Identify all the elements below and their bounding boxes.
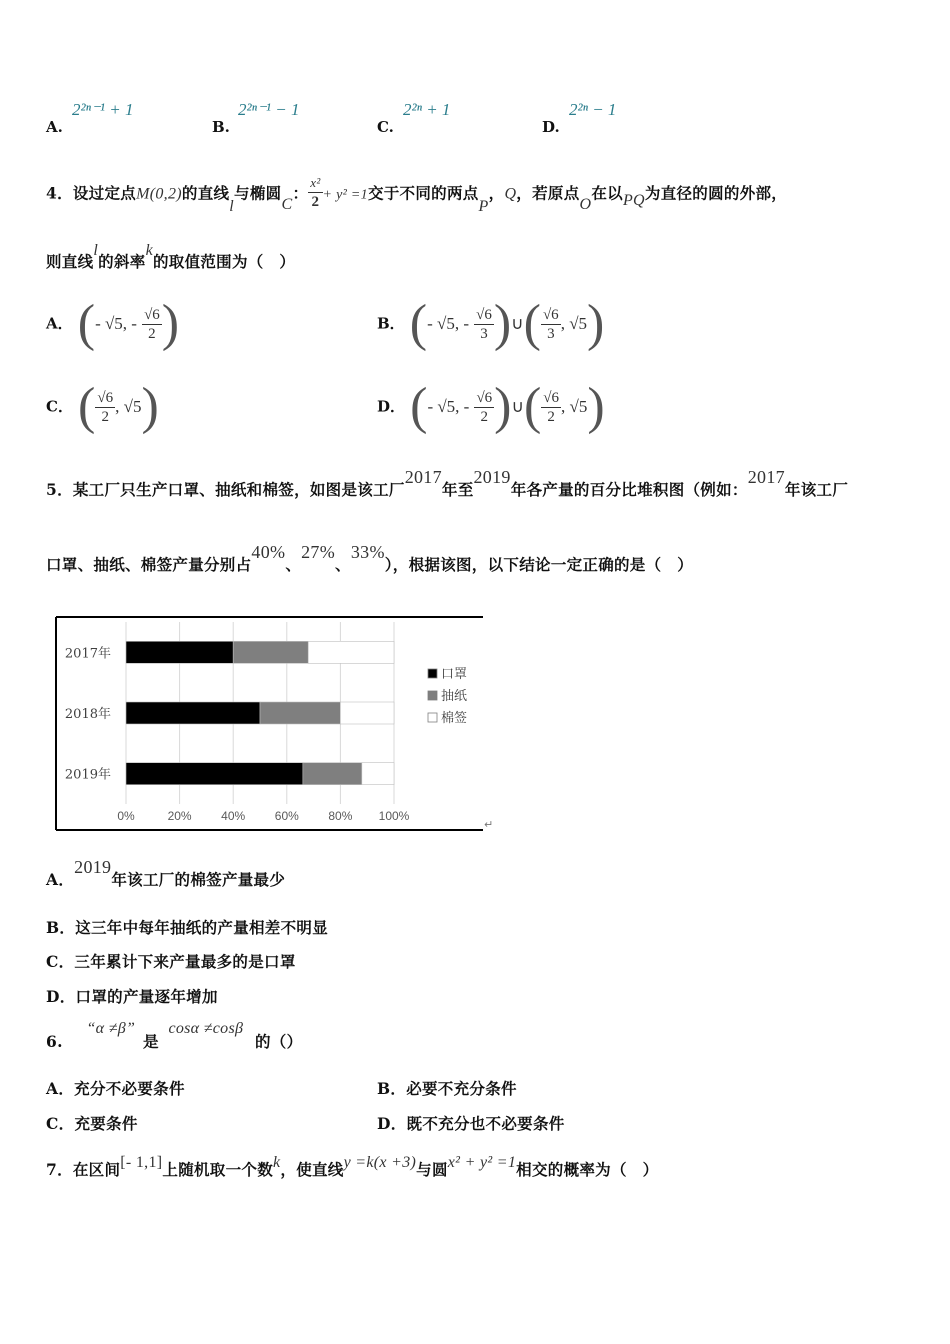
q4-text-i: 的斜率 xyxy=(98,252,146,271)
bar-segment-抽纸 xyxy=(303,763,362,785)
q6-option-c-label: C． xyxy=(46,1114,75,1133)
q5-stem-line1 xyxy=(46,467,849,500)
q4-text-c: 与椭圆 xyxy=(234,183,282,203)
legend-label: 抽纸 xyxy=(441,689,468,704)
q4-ellipse-frac xyxy=(308,174,322,211)
q4-slope-k: k xyxy=(145,242,153,259)
q3-option-b-expr: 2²ⁿ⁻¹ − 1 xyxy=(238,100,300,119)
x-tick-label: 80% xyxy=(328,809,353,823)
q4-point-q: Q xyxy=(504,185,517,203)
union-symbol: ∪ xyxy=(511,397,524,416)
q6-option-c xyxy=(46,1112,138,1134)
q7-text-d: 与圆 xyxy=(416,1160,448,1179)
bar-segment-抽纸 xyxy=(260,702,340,724)
q4-line-l: l xyxy=(229,197,235,215)
q4-text-b: 的直线 xyxy=(181,183,230,203)
q4-ellipse-rest: + y² =1 xyxy=(322,187,368,203)
legend-label: 口罩 xyxy=(441,667,468,682)
q4-line-l-2: l xyxy=(93,242,99,259)
bar-segment-棉签 xyxy=(362,763,394,785)
q6-condition-b: cosα ≠cosβ xyxy=(168,1020,244,1037)
q4-option-b xyxy=(377,295,605,352)
x-tick-label: 40% xyxy=(221,809,246,823)
q4-option-d xyxy=(377,378,605,435)
q4-text-d: 交于不同的两点 xyxy=(367,183,479,203)
q5-year-2019: 2019 xyxy=(473,467,511,487)
q4-option-b-label: B． xyxy=(377,314,405,333)
q6-option-b-text: 必要不充分条件 xyxy=(406,1079,517,1098)
q4-option-d-frac2 xyxy=(541,389,561,426)
y-category-label: 2017年 xyxy=(64,646,111,662)
bar-segment-口罩 xyxy=(126,641,233,663)
right-paren: ) xyxy=(587,295,605,352)
q4-origin-o: O xyxy=(579,195,592,213)
frac-den: 3 xyxy=(547,325,555,342)
q5-text-b: 年至 xyxy=(441,480,474,499)
q4-point-p: P xyxy=(478,197,489,215)
q3-option-b-label: B. xyxy=(212,118,230,136)
union-symbol: ∪ xyxy=(511,314,524,333)
q6-stem xyxy=(46,1020,303,1052)
y-category-label: 2018年 xyxy=(64,707,111,722)
stacked-bar-chart xyxy=(55,616,485,832)
q4-option-d-left: - √5, - xyxy=(427,397,470,416)
q3-option-a-label: A. xyxy=(46,118,63,136)
legend-swatch xyxy=(428,691,437,700)
q5-option-a-text: 年该工厂的棉签产量最少 xyxy=(111,870,286,889)
q6-option-a-text: 充分不必要条件 xyxy=(74,1079,185,1098)
q3-option-d-label: D. xyxy=(542,118,560,136)
q4-text-j: 的取值范围为（ ） xyxy=(152,252,296,271)
q4-segment-pq: PQ xyxy=(622,191,645,209)
q4-stem-line1 xyxy=(46,176,787,213)
q4-colon: ： xyxy=(292,183,309,203)
q4-option-c-frac xyxy=(95,389,115,426)
q7-text-b: 上随机取一个数 xyxy=(162,1160,273,1179)
q4-option-c-right: , √5 xyxy=(115,397,142,416)
q3-option-c-label: C. xyxy=(377,118,394,136)
q5-text-f: ），根据该图，以下结论一定正确的是（ ） xyxy=(384,555,694,574)
x-tick-label: 0% xyxy=(117,809,135,823)
frac-den: 2 xyxy=(480,408,489,425)
left-paren: ( xyxy=(78,378,96,435)
q6-option-b xyxy=(377,1077,517,1099)
right-paren: ) xyxy=(141,378,159,435)
bar-segment-口罩 xyxy=(126,763,303,785)
q5-sep-1: 、 xyxy=(285,555,302,574)
q4-option-a-frac xyxy=(142,306,162,343)
legend-label: 棉签 xyxy=(441,711,468,726)
q4-point-m: M(0,2) xyxy=(136,185,182,203)
q5-option-a-label: A． xyxy=(46,870,75,889)
q4-option-b-left: - √5, - xyxy=(427,314,470,333)
q7-stem xyxy=(46,1154,659,1180)
q5-pct-2: 27% xyxy=(301,542,336,562)
q4-ellipse-num: x² xyxy=(308,174,322,193)
q7-k: k xyxy=(273,1154,281,1171)
q6-is: 是 xyxy=(142,1032,159,1051)
left-paren: ( xyxy=(77,295,96,352)
q5-year-2017: 2017 xyxy=(404,467,442,487)
frac-num: √6 xyxy=(97,389,114,406)
q7-text-c: ，使直线 xyxy=(280,1160,344,1179)
q4-stem-line2 xyxy=(46,242,296,272)
q3-option-a-expr: 2²ⁿ⁻¹ + 1 xyxy=(72,100,134,119)
q4-ellipse-den: 2 xyxy=(311,194,320,210)
q4-option-c xyxy=(46,378,159,435)
q5-option-c: C．三年累计下来产量最多的是口罩 xyxy=(46,952,296,971)
q5-option-a-year: 2019 xyxy=(74,857,112,877)
q4-ellipse-c: C xyxy=(281,195,293,213)
right-paren: ) xyxy=(161,295,180,352)
q5-text-c: 年各产量的百分比堆积图（例如： xyxy=(510,480,748,499)
q5-pct-1: 40% xyxy=(251,542,286,562)
right-paren: ) xyxy=(494,378,512,435)
q3-option-c-expr: 2²ⁿ + 1 xyxy=(403,100,451,119)
right-paren: ) xyxy=(493,295,512,352)
q5-option-a xyxy=(46,857,286,890)
legend-swatch xyxy=(428,713,437,722)
q6-option-d xyxy=(377,1112,565,1134)
q7-interval: [- 1,1] xyxy=(120,1154,163,1171)
q4-option-c-label: C． xyxy=(46,397,73,416)
left-paren: ( xyxy=(409,295,428,352)
frac-den: 2 xyxy=(101,408,109,425)
frac-num: √6 xyxy=(476,389,493,406)
left-paren: ( xyxy=(523,295,541,352)
left-paren: ( xyxy=(523,378,542,435)
q6-option-a xyxy=(46,1077,185,1099)
q5-year-2017b: 2017 xyxy=(747,467,785,487)
frac-den: 3 xyxy=(480,325,488,342)
q5-text-e: 口罩、抽纸、棉签产量分别占 xyxy=(46,555,252,574)
q5-option-b: B．这三年中每年抽纸的产量相差不明显 xyxy=(46,918,329,937)
x-tick-label: 20% xyxy=(167,809,192,823)
q6-option-d-text: 既不充分也不必要条件 xyxy=(406,1114,565,1133)
bar-segment-棉签 xyxy=(340,702,394,724)
q4-option-a xyxy=(46,295,180,352)
q4-option-d-frac xyxy=(474,389,494,426)
q5-stem-line2 xyxy=(46,542,694,575)
q5-option-d: D．口罩的产量逐年增加 xyxy=(46,987,218,1006)
frac-num: √6 xyxy=(144,306,160,323)
q5-text-d: 年该工厂 xyxy=(784,480,849,499)
q4-option-a-left: - √5, - xyxy=(95,314,137,333)
frac-den: 2 xyxy=(547,408,555,425)
q4-text-a: 4．设过定点 xyxy=(46,183,137,203)
x-tick-label: 100% xyxy=(378,809,410,823)
q6-option-d-label: D． xyxy=(377,1114,407,1133)
q6-condition-a: “α ≠β” xyxy=(86,1020,136,1037)
q3-option-d-expr: 2²ⁿ − 1 xyxy=(569,100,617,119)
q4-option-b-right: , √5 xyxy=(560,314,588,333)
frac-num: √6 xyxy=(476,306,492,323)
frac-num: √6 xyxy=(543,389,560,406)
q4-text-f: 在以 xyxy=(591,183,623,203)
left-paren: ( xyxy=(410,378,428,435)
q4-text-e: ，若原点 xyxy=(516,183,580,203)
q5-pct-3: 33% xyxy=(350,542,385,562)
bar-segment-棉签 xyxy=(308,641,394,663)
legend-swatch xyxy=(428,669,437,678)
q7-text-a: 7．在区间 xyxy=(46,1160,121,1179)
bar-segment-抽纸 xyxy=(233,641,308,663)
q7-line-eq: y =k(x +3) xyxy=(343,1154,417,1171)
right-paren: ) xyxy=(587,378,605,435)
x-tick-label: 60% xyxy=(274,809,299,823)
q6-option-b-label: B． xyxy=(377,1079,407,1098)
q4-comma: ， xyxy=(488,183,505,203)
q6-label: 6. xyxy=(46,1032,63,1051)
q4-option-d-label: D． xyxy=(377,397,406,416)
q4-option-b-frac2 xyxy=(541,306,561,343)
paragraph-return-mark: ↵ xyxy=(484,818,494,831)
q6-option-a-label: A． xyxy=(46,1079,75,1098)
q6-end: 的（） xyxy=(254,1032,303,1051)
q4-option-a-label: A． xyxy=(46,314,73,333)
frac-den: 2 xyxy=(148,325,156,342)
q6-option-c-text: 充要条件 xyxy=(74,1114,138,1133)
q4-text-g: 为直径的圆的外部， xyxy=(644,183,788,203)
q4-option-d-right: , √5 xyxy=(561,397,588,416)
q5-text-a: 5．某工厂只生产口罩、抽纸和棉签，如图是该工厂 xyxy=(46,480,405,499)
frac-num: √6 xyxy=(542,306,559,323)
bar-segment-口罩 xyxy=(126,702,260,724)
y-category-label: 2019年 xyxy=(64,767,111,783)
q4-text-h: 则直线 xyxy=(46,252,94,271)
q7-circle-eq: x² + y² =1 xyxy=(447,1154,517,1171)
q7-text-e: 相交的概率为（ ） xyxy=(516,1160,659,1179)
q4-option-b-frac xyxy=(474,306,494,343)
q5-sep-2: 、 xyxy=(335,555,351,574)
